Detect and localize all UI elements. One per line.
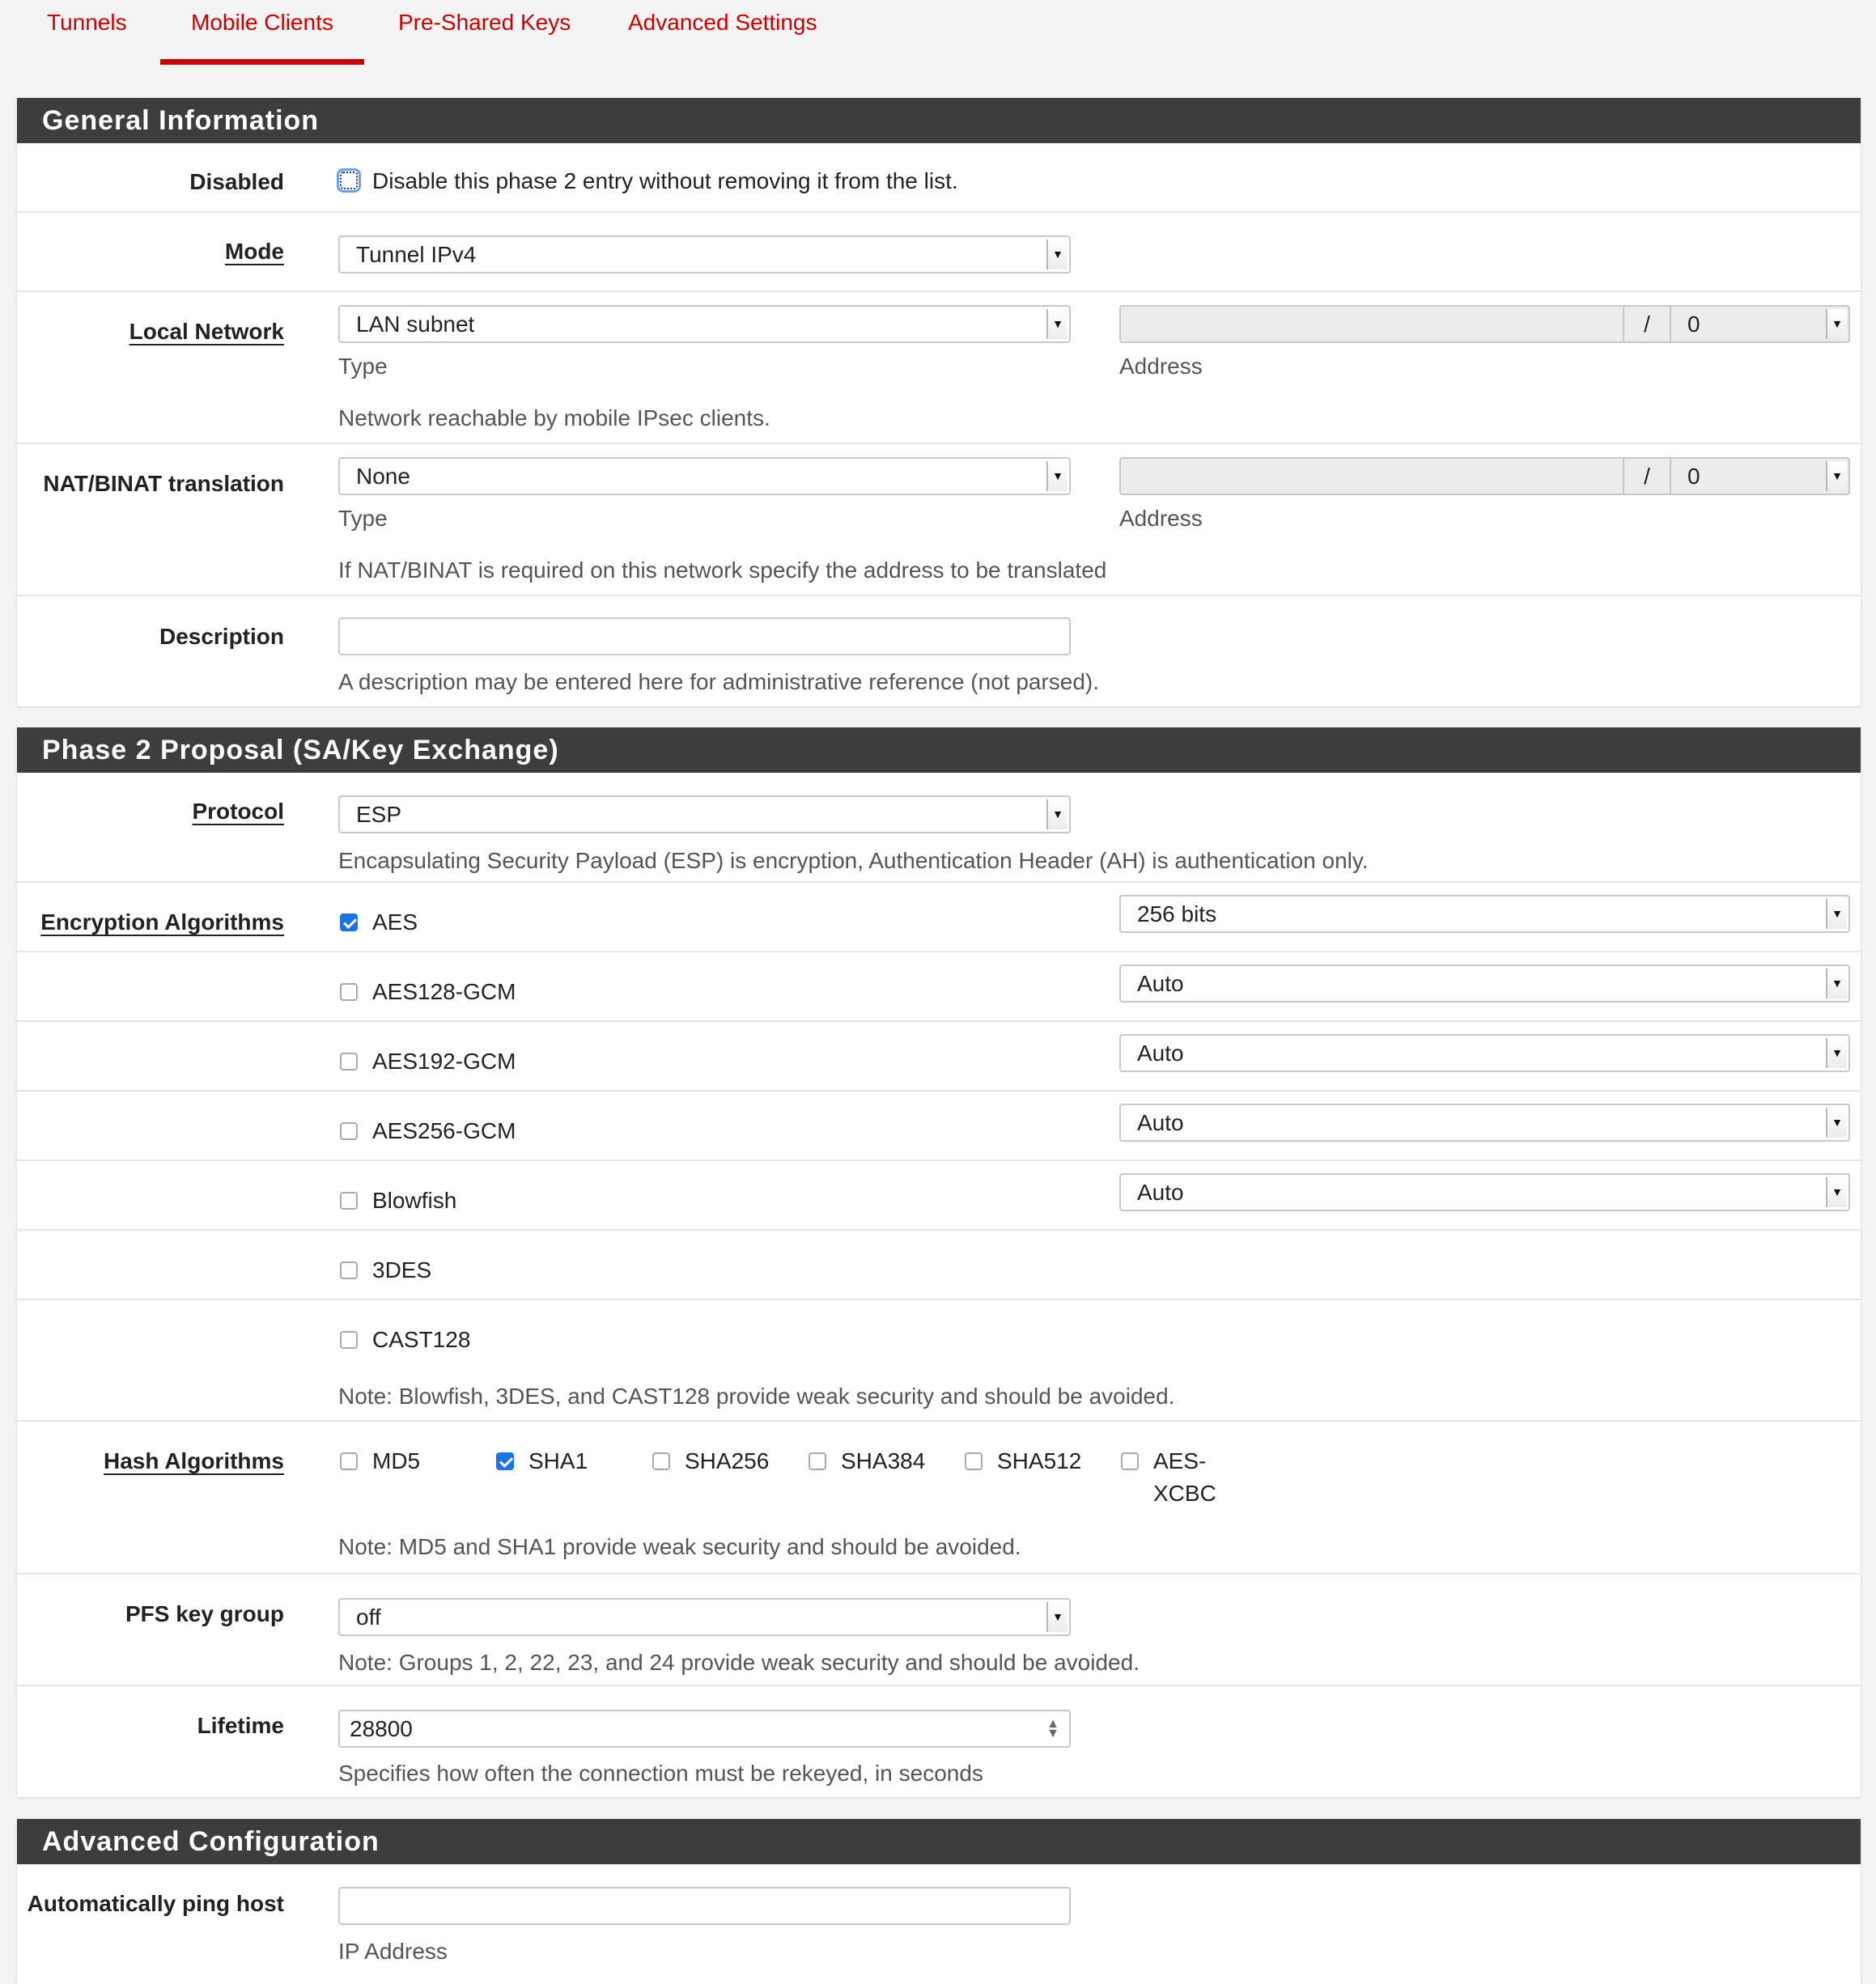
- enc-aes-checkbox[interactable]: [340, 914, 358, 931]
- local-network-help: Network reachable by mobile IPsec clients.: [338, 405, 770, 430]
- hash-md5-checkbox[interactable]: [340, 1452, 358, 1470]
- hash-sha512-label: SHA512: [997, 1448, 1082, 1473]
- local-network-address[interactable]: [1119, 305, 1850, 343]
- enc-cast128-checkbox[interactable]: [340, 1331, 358, 1349]
- enc-aes256gcm-keylen-value: Auto: [1137, 1110, 1184, 1135]
- lifetime-help: Specifies how often the connection must be rekeyed, in seconds: [338, 1761, 983, 1786]
- lifetime-input[interactable]: [338, 1710, 1071, 1748]
- enc-aes-label: AES: [372, 909, 418, 935]
- enc-cast128-label: CAST128: [372, 1327, 471, 1352]
- spinner-icon[interactable]: ▲ ▼: [1046, 1717, 1059, 1740]
- hash-md5-label: MD5: [372, 1448, 421, 1473]
- general-information-panel: [17, 98, 1861, 706]
- enc-aes192gcm-label: AES192-GCM: [372, 1049, 516, 1074]
- enc-blowfish-label: Blowfish: [372, 1188, 457, 1213]
- local-network-type-value: LAN subnet: [356, 312, 475, 337]
- enc-row-blowfish: [17, 1161, 1861, 1231]
- enc-aes256gcm-checkbox[interactable]: [340, 1122, 358, 1140]
- slash-separator: /: [1623, 307, 1671, 341]
- pfs-select[interactable]: [338, 1598, 1071, 1636]
- ping-host-input[interactable]: [338, 1887, 1071, 1925]
- pfs-help: Note: Groups 1, 2, 22, 23, and 24 provide weak security and should be avoided.: [338, 1650, 1140, 1675]
- nat-help: If NAT/BINAT is required on this network specify the address to be translated: [338, 557, 1107, 583]
- advanced-configuration-panel: [17, 1819, 1861, 1984]
- slash-separator: /: [1623, 459, 1671, 494]
- hash-row: [17, 1422, 1861, 1575]
- protocol-label: Protocol: [192, 799, 284, 824]
- chevron-down-icon: ▼: [1046, 240, 1067, 269]
- local-network-mask-value[interactable]: 0: [1687, 312, 1700, 337]
- chevron-down-icon: ▼: [1826, 309, 1847, 339]
- description-row: [17, 596, 1861, 706]
- hash-help: Note: MD5 and SHA1 provide weak security and should be avoided.: [338, 1534, 1021, 1559]
- chevron-down-icon: ▼: [1826, 1177, 1847, 1207]
- ping-help: IP Address: [338, 1939, 448, 1964]
- disabled-label: Disabled: [189, 169, 284, 194]
- hash-aesxcbc-checkbox[interactable]: [1121, 1452, 1139, 1470]
- chevron-down-icon: ▼: [1046, 799, 1067, 829]
- hash-sha384-label: SHA384: [841, 1448, 926, 1473]
- address-caption: Address: [1119, 506, 1203, 531]
- enc-aes128gcm-keylen-select[interactable]: [1119, 964, 1850, 1003]
- disabled-text: Disable this phase 2 entry without removing it from the list.: [372, 168, 958, 193]
- tab-pre-shared-keys[interactable]: Pre-Shared Keys: [398, 10, 571, 35]
- hash-sha256-checkbox[interactable]: [652, 1452, 670, 1470]
- panel-title: Advanced Configuration: [17, 1819, 1861, 1864]
- chevron-down-icon: ▼: [1046, 309, 1067, 339]
- enc-aes128gcm-checkbox[interactable]: [340, 983, 358, 1001]
- phase2-proposal-panel: [17, 727, 1861, 1797]
- local-network-row: [17, 292, 1861, 444]
- enc-blowfish-checkbox[interactable]: [340, 1192, 358, 1210]
- enc-row-aes256gcm: [17, 1092, 1861, 1161]
- chevron-down-icon: ▼: [1046, 1602, 1067, 1632]
- lifetime-label: Lifetime: [197, 1713, 284, 1738]
- lifetime-row: [17, 1686, 1861, 1797]
- chevron-down-icon: ▼: [1826, 1108, 1847, 1138]
- enc-row-aes128gcm: [17, 952, 1861, 1022]
- pfs-label: PFS key group: [125, 1601, 284, 1626]
- nat-mask-value[interactable]: 0: [1687, 464, 1700, 489]
- enc-aes192gcm-keylen-value: Auto: [1137, 1041, 1184, 1066]
- enc-3des-checkbox[interactable]: [340, 1261, 358, 1279]
- enc-3des-label: 3DES: [372, 1257, 432, 1282]
- disabled-row: [17, 143, 1861, 213]
- nat-row: [17, 444, 1861, 596]
- chevron-down-icon: ▼: [1046, 461, 1067, 491]
- mode-value: Tunnel IPv4: [356, 242, 477, 267]
- nat-address[interactable]: [1119, 457, 1850, 495]
- hash-sha384-checkbox[interactable]: [809, 1452, 826, 1470]
- enc-blowfish-keylen-value: Auto: [1137, 1180, 1184, 1205]
- panel-title: General Information: [17, 98, 1861, 143]
- nat-type-select[interactable]: [338, 457, 1071, 495]
- nat-label: NAT/BINAT translation: [43, 471, 284, 496]
- protocol-row: [17, 773, 1861, 883]
- enc-aes256gcm-keylen-select[interactable]: [1119, 1104, 1850, 1142]
- enc-aes192gcm-keylen-select[interactable]: [1119, 1034, 1850, 1072]
- panel-title: Phase 2 Proposal (SA/Key Exchange): [17, 727, 1861, 773]
- enc-row-3des: [17, 1231, 1861, 1300]
- description-help: A description may be entered here for administrative reference (not parsed).: [338, 669, 1100, 694]
- enc-aes128gcm-label: AES128-GCM: [372, 979, 516, 1004]
- chevron-down-icon: ▼: [1826, 969, 1847, 998]
- description-input[interactable]: [338, 617, 1071, 655]
- chevron-down-icon: ▼: [1826, 899, 1847, 929]
- tab-bar: [0, 0, 1876, 65]
- enc-row-aes: [17, 883, 1861, 952]
- disabled-checkbox[interactable]: [340, 172, 358, 189]
- protocol-select[interactable]: [338, 795, 1071, 833]
- chevron-down-icon: ▼: [1826, 1038, 1847, 1068]
- nat-type-value: None: [356, 464, 410, 489]
- tab-advanced-settings[interactable]: Advanced Settings: [628, 10, 817, 35]
- address-caption: Address: [1119, 354, 1203, 379]
- enc-row-aes192gcm: [17, 1022, 1861, 1092]
- hash-sha512-checkbox[interactable]: [965, 1452, 983, 1470]
- mode-label: Mode: [224, 239, 284, 264]
- ping-row: [17, 1864, 1861, 1984]
- local-network-type-select[interactable]: [338, 305, 1071, 343]
- hash-algorithms-label: Hash Algorithms: [104, 1448, 284, 1473]
- enc-row-cast128: [17, 1300, 1861, 1422]
- chevron-down-icon: ▼: [1826, 461, 1847, 491]
- hash-sha1-checkbox[interactable]: [496, 1452, 514, 1470]
- description-label: Description: [159, 624, 284, 649]
- protocol-help: Encapsulating Security Payload (ESP) is encryption, Authentication Header (AH) is authentication only.: [338, 848, 1369, 873]
- tab-mobile-clients[interactable]: Mobile Clients: [160, 0, 364, 65]
- mode-row: [17, 213, 1861, 292]
- pfs-row: [17, 1575, 1861, 1686]
- enc-aes256gcm-label: AES256-GCM: [372, 1118, 516, 1143]
- mode-select[interactable]: [338, 235, 1071, 273]
- hash-sha1-label: SHA1: [528, 1448, 588, 1473]
- type-caption: Type: [338, 506, 388, 531]
- enc-blowfish-keylen-select[interactable]: [1119, 1173, 1850, 1211]
- hash-aesxcbc-label: AES-: [1153, 1448, 1207, 1473]
- protocol-value: ESP: [356, 802, 402, 827]
- ping-label: Automatically ping host: [27, 1891, 284, 1916]
- local-network-label: Local Network: [129, 319, 284, 344]
- encryption-help: Note: Blowfish, 3DES, and CAST128 provide weak security and should be avoided.: [338, 1384, 1175, 1409]
- tab-tunnels[interactable]: Tunnels: [47, 10, 127, 35]
- type-caption: Type: [338, 354, 388, 379]
- lifetime-value: 28800: [350, 1716, 413, 1741]
- hash-sha256-label: SHA256: [685, 1448, 770, 1473]
- pfs-value: off: [356, 1605, 381, 1630]
- enc-aes-keylen-value: 256 bits: [1137, 901, 1217, 926]
- hash-aesxcbc-label-line2: XCBC: [1153, 1481, 1216, 1506]
- enc-aes-keylen-select[interactable]: [1119, 895, 1850, 933]
- encryption-algorithms-label: Encryption Algorithms: [40, 909, 284, 935]
- enc-aes128gcm-keylen-value: Auto: [1137, 971, 1184, 996]
- enc-aes192gcm-checkbox[interactable]: [340, 1053, 358, 1070]
